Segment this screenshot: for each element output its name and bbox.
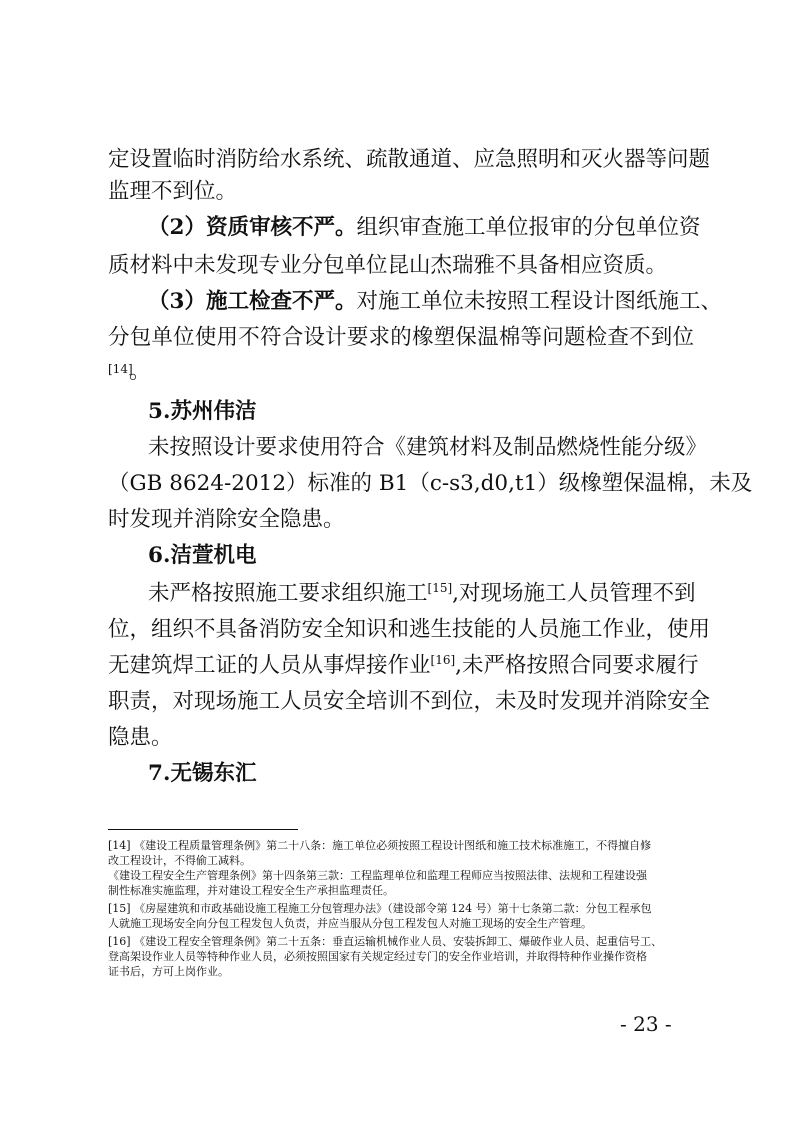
paragraph-text: 无建筑焊工证的人员从事焊接作业	[108, 653, 431, 678]
paragraph-line: 未按照设计要求使用符合《建筑材料及制品燃烧性能分级》	[148, 435, 708, 460]
footnote-14-line: 改工程设计，不得偷工减料。	[108, 854, 251, 867]
footnote-ref-15: [15]	[427, 580, 453, 595]
subheading-qualification-review: （2）资质审核不严。	[148, 215, 357, 240]
paragraph-line: 位，组织不具备消防安全知识和逃生技能的人员施工作业，使用	[108, 617, 711, 642]
paragraph-line	[148, 214, 701, 242]
paragraph-line: 时发现并消除安全隐患。	[108, 507, 345, 532]
footnote-15-line: [15] 《房屋建筑和市政基础设施工程施工分包管理办法》（建设部令第 124 号）第十七条第二款：分包工程承包	[108, 902, 652, 915]
footnote-14-line: [14] 《建设工程质量管理条例》第二十八条：施工单位必须按照工程设计图纸和施工技术标准施工，不得擅自修	[108, 839, 652, 852]
paragraph-text: 对施工单位未按照工程设计图纸施工、	[356, 289, 722, 314]
paragraph-line	[148, 288, 722, 316]
paragraph-text: 未严格按照施工要求组织施工	[148, 581, 428, 606]
page-number: - 23 -	[620, 1012, 672, 1036]
paragraph-line: 隐患。	[108, 725, 173, 750]
footnote-14-line: 制性标准实施监理，并对建设工程安全生产承担监理责任。	[108, 884, 394, 897]
paragraph-line: 定设置临时消防给水系统、疏散通道、应急照明和灭火器等问题	[108, 147, 711, 172]
footnote-14-line: 《建设工程安全生产管理条例》第十四条第三款：工程监理单位和监理工程师应当按照法律、法规和工程建设强	[108, 869, 647, 882]
paragraph-line	[108, 652, 699, 680]
paragraph-line: 监理不到位。	[108, 179, 238, 204]
paragraph-text: ,对现场施工人员管理不到	[452, 581, 696, 606]
section-heading-7: 7.无锡东汇	[148, 761, 257, 786]
paragraph-text: ,未严格按照合同要求履行	[455, 653, 699, 678]
footnote-16-line: 证书后，方可上岗作业。	[108, 965, 229, 978]
section-heading-5: 5.苏州伟洁	[148, 399, 257, 424]
footnote-15-line: 人就施工现场安全向分包工程发包人负责，并应当服从分包工程发包人对施工现场的安全生产管理。	[108, 917, 592, 930]
footnote-16-line: 登高架设作业人员等特种作业人员，必须按照国家有关规定经过专门的安全作业培训，并取得特种作业操作资格	[108, 950, 647, 963]
paragraph-line: 质材料中未发现专业分包单位昆山杰瑞雅不具备相应资质。	[108, 253, 668, 278]
section-heading-6: 6.洁萱机电	[148, 543, 257, 568]
footnote-separator	[108, 829, 298, 830]
footnote-16-line: [16] 《建设工程安全管理条例》第二十五条：垂直运输机械作业人员、安装拆卸工、爆破作业人员、起重信号工、	[108, 935, 663, 948]
subheading-construction-inspection: （3）施工检查不严。	[148, 289, 357, 314]
paragraph-line	[148, 580, 694, 608]
footnote-ref-14: [14]	[108, 362, 133, 376]
footnote-ref-16: [16]	[430, 652, 456, 667]
paragraph-line: 职责，对现场施工人员安全培训不到位，未及时发现并消除安全	[108, 689, 711, 714]
paragraph-text: 组织审查施工单位报审的分包单位资	[356, 215, 701, 240]
paragraph-end-mark: 。	[129, 359, 151, 384]
paragraph-line: （GB 8624-2012）标准的 B1（c-s3,d0,t1）级橡塑保温棉，未及	[108, 471, 753, 496]
paragraph-line: 分包单位使用不符合设计要求的橡塑保温棉等问题检查不到位	[108, 325, 694, 350]
